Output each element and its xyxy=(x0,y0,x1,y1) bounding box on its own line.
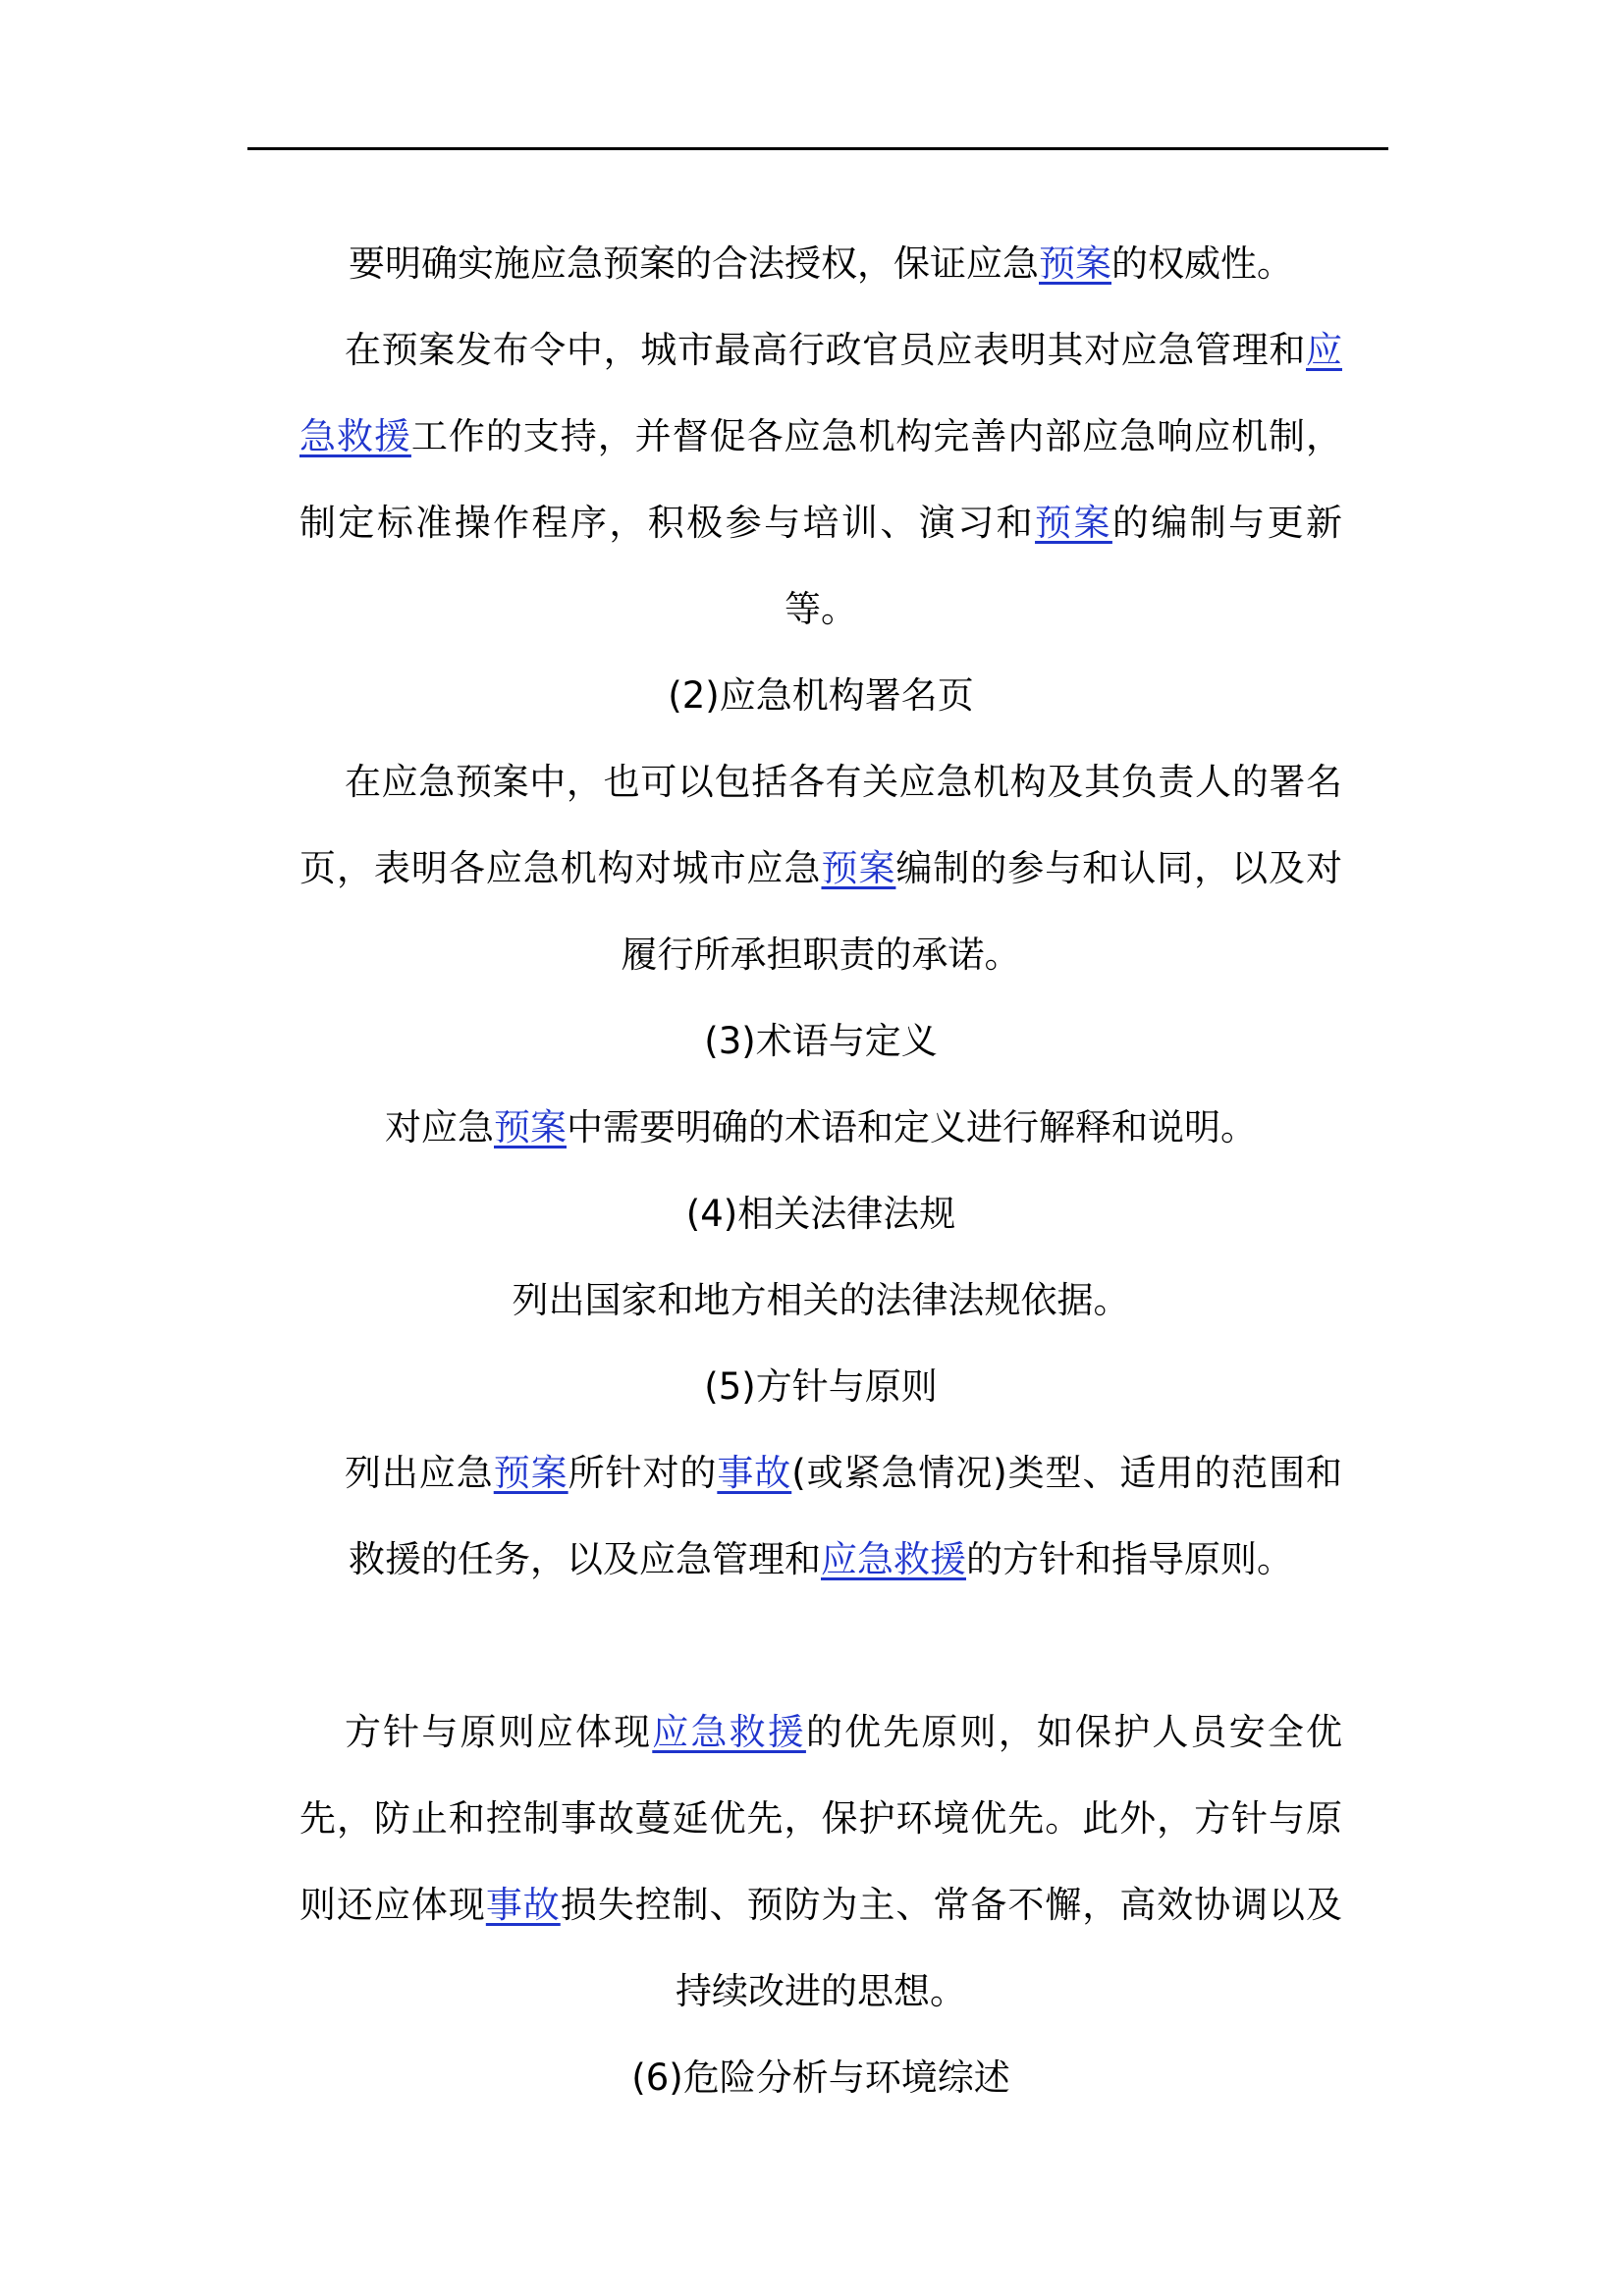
header-rule xyxy=(247,147,1388,150)
link-emergency-rescue[interactable]: 应急救援 xyxy=(821,1538,966,1580)
text-run: 的编制与更新等。 xyxy=(785,502,1343,630)
heading-terms: (3)术语与定义 xyxy=(704,1020,938,1062)
paragraph-authorization xyxy=(299,221,1342,307)
text-run: 的优先原则，如保护人员安全优先，防止和控制事故蔓延优先，保护环境优先。此外，方针与原则还应体现 xyxy=(299,1711,1343,1926)
paragraph-signature-page xyxy=(299,739,1342,998)
document-body xyxy=(299,221,1342,2121)
paragraph-release-order xyxy=(299,307,1342,653)
link-emergency-rescue[interactable]: 应急救援 xyxy=(299,329,1342,457)
heading-principles: (5)方针与原则 xyxy=(704,1365,938,1408)
text-run: 列出应急 xyxy=(345,1452,494,1494)
paragraph-terms xyxy=(299,1085,1342,1171)
link-accident[interactable]: 事故 xyxy=(485,1884,561,1926)
heading-signature-page: (2)应急机构署名页 xyxy=(668,674,974,717)
link-emergency-rescue[interactable]: 应急救援 xyxy=(652,1711,806,1753)
text-run: 中需要明确的术语和定义进行解释和说明。 xyxy=(567,1106,1257,1148)
paragraph-priority xyxy=(299,1689,1342,2035)
text-run: 损失控制、预防为主、常备不懈，高效协调以及持续改进的思想。 xyxy=(560,1884,1343,2012)
link-accident[interactable]: 事故 xyxy=(717,1452,792,1494)
text-run: 要明确实施应急预案的合法授权，保证应急 xyxy=(349,242,1039,285)
text-run: 方针与原则应体现 xyxy=(345,1711,653,1753)
heading-laws: (4)相关法律法规 xyxy=(685,1193,956,1235)
text-run: 的方针和指导原则。 xyxy=(966,1538,1293,1580)
text-run: (或紧急情况)类型、适用的范围和救援的任务，以及应急管理和 xyxy=(349,1452,1343,1580)
text-run: 编制的参与和认同，以及对履行所承担职责的承诺。 xyxy=(621,847,1343,976)
text-run: 在预案发布令中，城市最高行政官员应表明其对应急管理和 xyxy=(345,329,1306,371)
text-run: 的权威性。 xyxy=(1111,242,1293,285)
link-plan[interactable]: 预案 xyxy=(493,1452,568,1494)
link-plan[interactable]: 预案 xyxy=(1035,502,1112,544)
text-run: 工作的支持，并督促各应急机构完善内部应急响应机制，制定标准操作程序，积极参与培训、演习和 xyxy=(299,415,1343,544)
link-plan[interactable]: 预案 xyxy=(1039,242,1111,285)
paragraph-laws: 列出国家和地方相关的法律法规依据。 xyxy=(512,1279,1130,1321)
heading-hazard-analysis: (6)危险分析与环境综述 xyxy=(631,2056,1010,2099)
link-plan[interactable]: 预案 xyxy=(821,847,896,889)
text-run: 所针对的 xyxy=(568,1452,718,1494)
link-plan[interactable]: 预案 xyxy=(494,1106,567,1148)
text-run: 在应急预案中，也可以包括各有关应急机构及其负责人的署名页，表明各应急机构对城市应急 xyxy=(299,761,1342,889)
paragraph-principles xyxy=(299,1430,1342,1603)
blank-line xyxy=(299,1603,1342,1689)
text-run: 对应急 xyxy=(385,1106,494,1148)
